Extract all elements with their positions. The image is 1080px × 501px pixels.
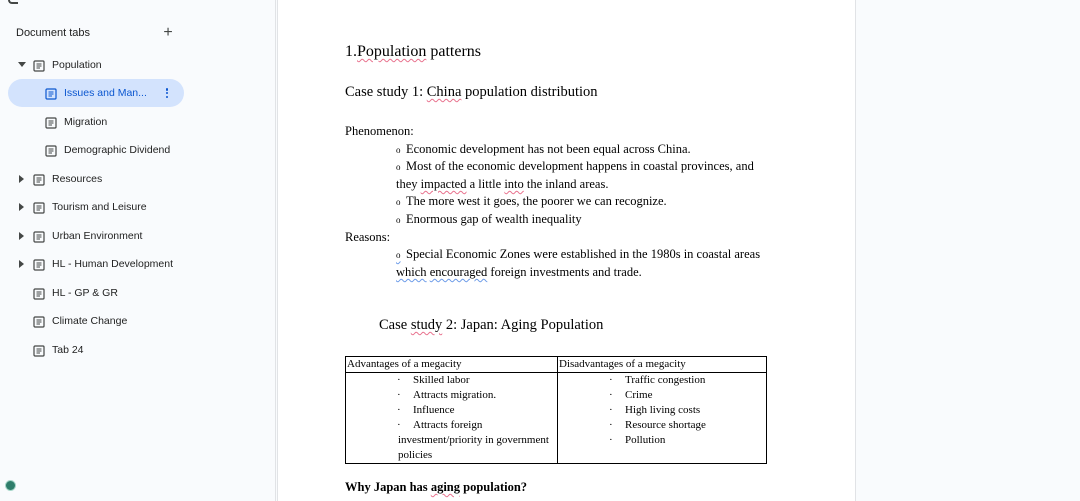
document-icon [45,144,57,156]
sidebar-title: Document tabs [16,27,90,39]
tab-label: HL - GP & GR [52,287,118,299]
advantages-cell [346,373,558,464]
tab-label: Tourism and Leisure [52,201,147,213]
canvas-margin [857,0,1080,501]
list-item: · Skilled labor [397,374,470,386]
list-item: · Attracts foreign [397,419,483,431]
table-header-disadvantages: Disadvantages of a megacity [558,357,767,373]
spellcheck-word[interactable]: China [426,84,462,100]
tab-hl-gp-gr[interactable] [8,279,184,307]
spellcheck-word[interactable]: Population [357,43,427,60]
chevron-right-icon[interactable] [17,259,27,269]
document-icon [33,59,45,71]
phenomenon-bullet-continuation: they impacted a little into the inland areas. [396,177,609,191]
document-icon [33,258,45,270]
list-item: · Resource shortage [609,419,706,431]
document-icon [33,230,45,242]
tab-issues-and-management[interactable] [8,79,184,107]
spellcheck-word[interactable]: study [410,317,443,333]
list-item: · Pollution [609,434,666,446]
tab-label: Resources [52,173,103,185]
phenomenon-bullet: o The more west it goes, the poorer we can recognize. [396,194,667,208]
add-tab-button[interactable]: + [163,24,173,41]
reasons-bullet-continuation: which encouraged foreign investments and trade. [396,265,642,279]
tab-population[interactable] [8,51,184,79]
document-icon [33,315,45,327]
tab-label: Climate Change [52,315,128,327]
list-item: · High living costs [609,404,701,416]
megacity-table [345,356,767,464]
document-icon [33,173,45,185]
list-item: · Influence [397,404,455,416]
heading-case-study-1: Case study 1: China population distribution [345,84,598,100]
grammar-suggestion[interactable]: encouraged [429,265,488,279]
tab-label: HL - Human Development [52,258,173,270]
phenomenon-bullet: o Economic development has not been equal across China. [396,142,691,156]
tab-hl-human-development[interactable] [8,250,184,278]
list-item-continuation: policies [398,449,433,461]
tab-label: Urban Environment [52,230,143,242]
tab-tab-24[interactable] [8,336,184,364]
tab-resources[interactable] [8,165,184,193]
chevron-right-icon[interactable] [17,231,27,241]
back-arrow-icon[interactable] [8,0,18,4]
phenomenon-bullet: o Most of the economic development happens in coastal provinces, and [396,159,754,173]
chevron-down-icon[interactable] [17,60,27,70]
phenomenon-bullet: o Enormous gap of wealth inequality [396,212,582,226]
table-header-advantages: Advantages of a megacity [346,357,558,373]
sidebar-header [16,25,176,41]
tab-tourism-and-leisure[interactable] [8,193,184,221]
tab-label: Demographic Dividend [64,144,171,156]
list-item: · Crime [609,389,653,401]
document-icon [33,287,45,299]
chevron-right-icon[interactable] [17,174,27,184]
tab-label: Population [52,59,102,71]
document-tabs-sidebar [0,0,276,501]
grammar-suggestion[interactable]: which [396,265,427,279]
heading-case-study-2: Case study 2: Japan: Aging Population [379,317,604,333]
list-item: · Traffic congestion [609,374,706,386]
list-item: · Attracts migration. [397,389,497,401]
spellcheck-word[interactable]: aging [430,480,460,494]
phenomenon-label: Phenomenon: [345,124,414,138]
tab-label: Migration [64,116,108,128]
disadvantages-cell [558,373,767,464]
reasons-label: Reasons: [345,230,391,244]
spellcheck-word[interactable]: into [504,177,524,191]
document-icon [45,87,57,99]
document-page[interactable] [277,0,856,501]
tab-urban-environment[interactable] [8,222,184,250]
document-icon [45,116,57,128]
more-options-icon[interactable] [164,86,170,100]
heading-population-patterns: 1.Population patterns [345,43,481,60]
spellcheck-word[interactable]: impacted [420,177,467,191]
tab-label: Tab 24 [52,344,84,356]
tab-climate-change[interactable] [8,307,184,335]
heading-why-japan: Why Japan has aging population? [345,480,528,494]
document-icon [33,201,45,213]
list-item-continuation: investment/priority in government [398,434,549,446]
tab-demographic-dividend[interactable] [8,136,184,164]
assistant-icon[interactable] [5,480,16,491]
chevron-right-icon[interactable] [17,202,27,212]
tab-migration[interactable] [8,108,184,136]
reasons-bullet: o Special Economic Zones were established in the 1980s in coastal areas [396,247,761,261]
document-icon [33,344,45,356]
tab-label: Issues and Man... [64,87,147,99]
